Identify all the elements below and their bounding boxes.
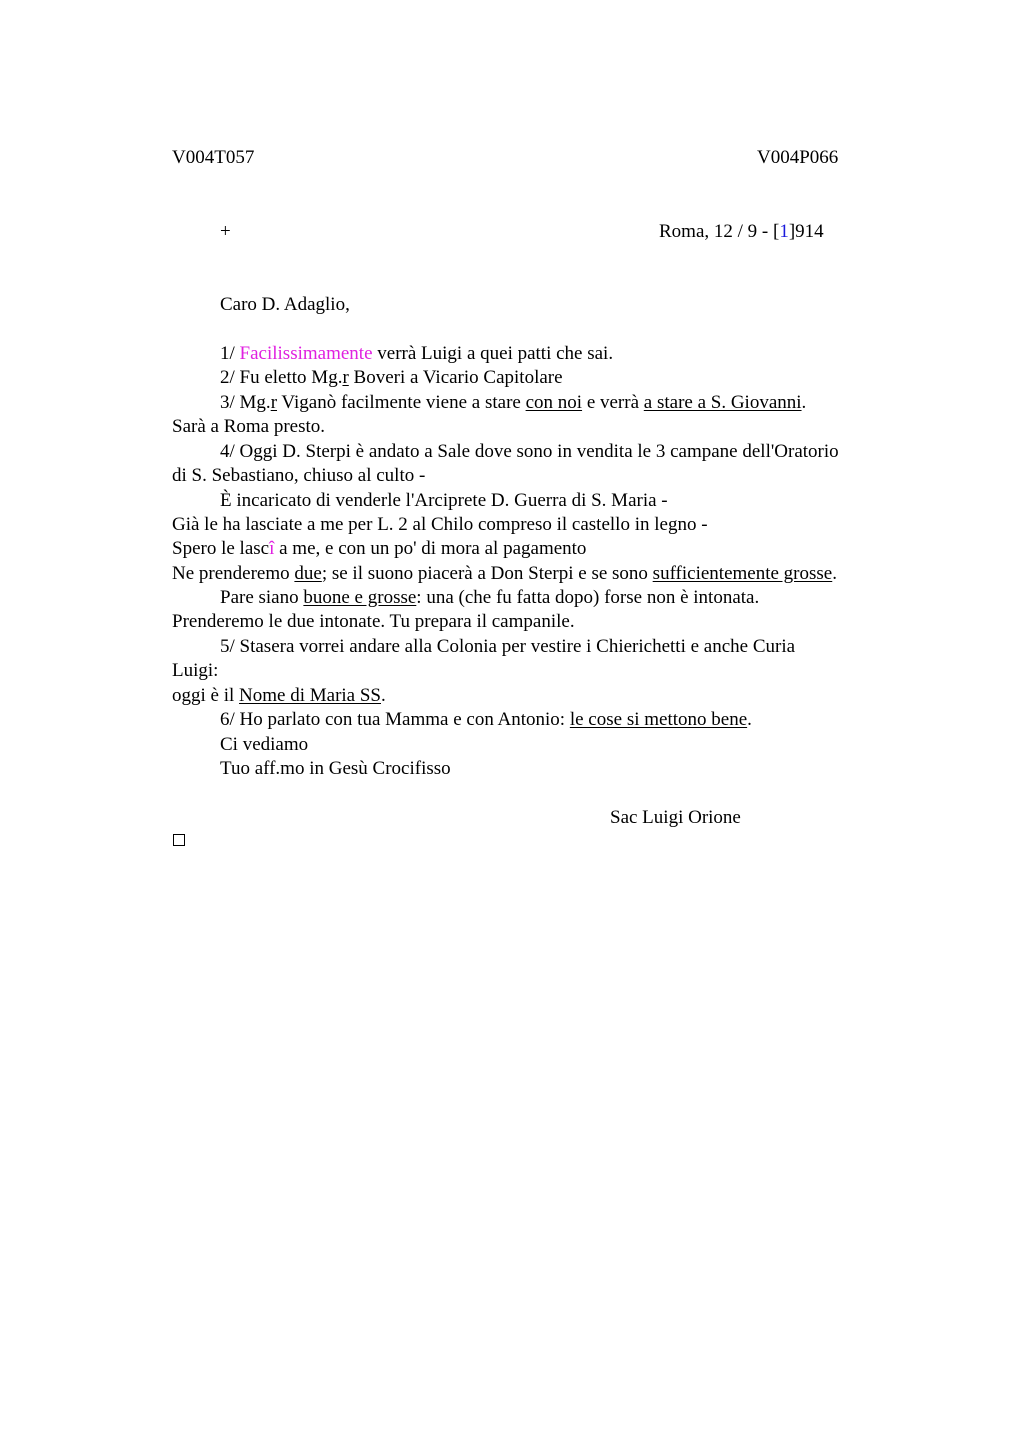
end-marker-box-icon bbox=[173, 834, 185, 846]
date-suffix: ]914 bbox=[788, 221, 824, 242]
p2-a: 2/ Fu eletto Mg. bbox=[220, 367, 343, 388]
p3-d: . bbox=[801, 392, 807, 413]
salutation: Caro D. Adaglio, bbox=[220, 294, 350, 315]
p3-c: e verrà bbox=[582, 392, 644, 413]
p1-rest: verrà Luigi a quei patti che sai. bbox=[372, 343, 614, 364]
p4e-u1: due bbox=[294, 563, 322, 584]
closing-line-1: Ci vediamo bbox=[220, 734, 309, 755]
paragraph-3 bbox=[220, 392, 806, 414]
p6-b: . bbox=[747, 709, 752, 730]
paragraph-4-c: Già le ha lasciate a me per L. 2 al Chilo compreso il castello in legno - bbox=[172, 514, 708, 535]
paragraph-4: 4/ Oggi D. Sterpi è andato a Sale dove sono in vendita le 3 campane dell'Oratorio bbox=[220, 441, 839, 462]
signature: Sac Luigi Orione bbox=[610, 807, 741, 828]
paragraph-5-b bbox=[172, 685, 386, 707]
paragraph-4-d bbox=[172, 538, 586, 560]
p1-highlight: Facilissimamente bbox=[239, 343, 373, 364]
p4f-a: Pare siano bbox=[220, 587, 304, 608]
paragraph-4-b: È incaricato di venderle l'Arciprete D. Guerra di S. Maria - bbox=[220, 490, 668, 511]
paragraph-5: 5/ Stasera vorrei andare alla Colonia per vestire i Chierichetti e anche Curia bbox=[220, 636, 796, 657]
p4d-b: a me, e con un po' di mora al pagamento bbox=[274, 538, 587, 559]
p3-u3: a stare a S. Giovanni bbox=[643, 392, 802, 413]
p5b-b: . bbox=[381, 685, 386, 706]
document-code-right: V004P066 bbox=[757, 147, 839, 168]
p1-number: 1/ bbox=[220, 343, 240, 364]
paragraph-1 bbox=[220, 343, 613, 365]
p5b-a: oggi è il bbox=[172, 685, 240, 706]
paragraph-6 bbox=[220, 709, 752, 731]
cross-mark: + bbox=[220, 221, 231, 242]
date-prefix: Roma, 12 / 9 - [ bbox=[659, 221, 780, 242]
p5b-u: Nome di Maria SS bbox=[239, 685, 381, 706]
p6-a: 6/ Ho parlato con tua Mamma e con Antonio: bbox=[220, 709, 570, 730]
paragraph-4-f bbox=[220, 587, 759, 609]
p4d-highlight: î bbox=[269, 538, 275, 559]
paragraph-2 bbox=[220, 367, 563, 389]
p3-u2: con noi bbox=[525, 392, 583, 413]
p4e-b: ; se il suono piacerà a Don Sterpi e se sono bbox=[321, 563, 653, 584]
paragraph-4-continuation: di S. Sebastiano, chiuso al culto - bbox=[172, 465, 426, 486]
letter-date bbox=[659, 221, 824, 243]
p3-b: Viganò facilmente viene a stare bbox=[277, 392, 526, 413]
paragraph-3-continuation: Sarà a Roma presto. bbox=[172, 416, 326, 437]
p6-u: le cose si mettono bene bbox=[569, 709, 748, 730]
p4e-u2: sufficientemente grosse bbox=[652, 563, 833, 584]
paragraph-5-continuation: Luigi: bbox=[172, 660, 219, 681]
p2-b: Boveri a Vicario Capitolare bbox=[348, 367, 563, 388]
p4e-a: Ne prenderemo bbox=[172, 563, 295, 584]
p4d-a: Spero le lasc bbox=[172, 538, 270, 559]
p4e-c: . bbox=[832, 563, 837, 584]
p3-a: 3/ Mg. bbox=[220, 392, 271, 413]
closing-line-2: Tuo aff.mo in Gesù Crocifisso bbox=[220, 758, 451, 779]
p4f-u: buone e grosse bbox=[303, 587, 417, 608]
document-code-left: V004T057 bbox=[172, 147, 255, 168]
p3-u1: r bbox=[270, 392, 278, 413]
date-restored-digit: 1 bbox=[779, 221, 789, 242]
p2-underlined: r bbox=[342, 367, 349, 388]
p4f-b: : una (che fu fatta dopo) forse non è intonata. bbox=[416, 587, 760, 608]
paragraph-4-g: Prenderemo le due intonate. Tu prepara il campanile. bbox=[172, 611, 575, 632]
paragraph-4-e bbox=[172, 563, 837, 585]
